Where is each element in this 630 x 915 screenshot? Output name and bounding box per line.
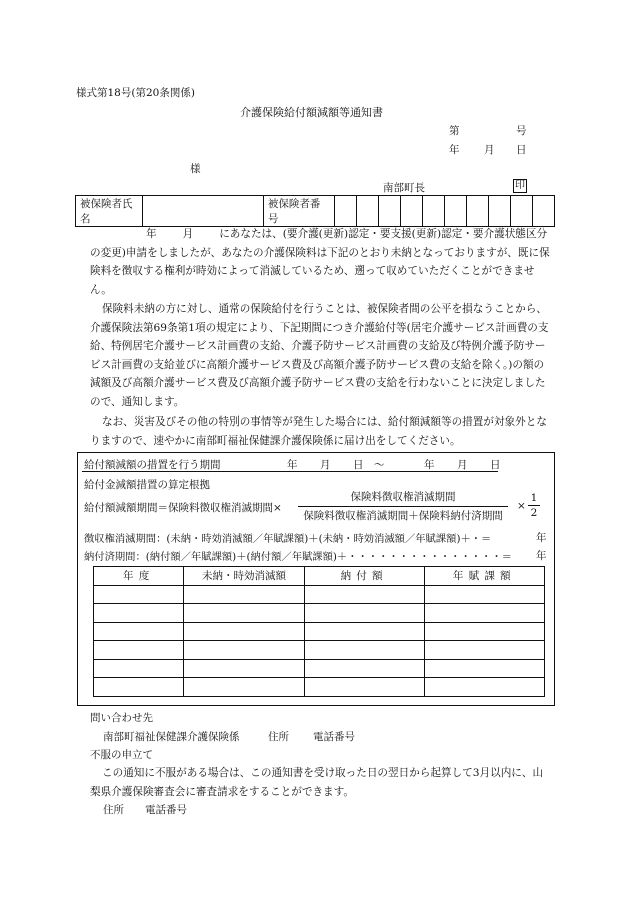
table-cell[interactable] — [424, 622, 544, 641]
stamp-mark: 印 — [515, 180, 525, 191]
table-cell[interactable] — [94, 604, 184, 623]
table-row — [94, 678, 545, 697]
extinct-period-unit: 年 — [536, 532, 547, 544]
date-year: 年 — [449, 144, 460, 156]
table-row — [94, 659, 545, 678]
table-cell[interactable] — [424, 678, 544, 697]
insured-number-digit[interactable] — [532, 196, 554, 227]
period-month: 月 — [320, 459, 331, 471]
period-end-year: 年 — [424, 459, 435, 471]
inquiry-phone: 電話番号 — [313, 731, 355, 743]
fraction-denominator: 保険料徴収権消滅期間＋保険料納付済期間 — [303, 510, 503, 522]
objection-text: この通知に不服がある場合は、この通知書を受け取った日の翌日から起算して3月以内に、山梨県介護保険審査会に審査請求をすることができます。 — [90, 767, 544, 798]
footer-address: 住所 — [103, 804, 124, 816]
table-cell[interactable] — [94, 659, 184, 678]
table-cell[interactable] — [304, 604, 424, 623]
fraction-bar — [298, 506, 508, 507]
col-paid-amount: 納付額 — [304, 567, 424, 586]
table-row — [94, 641, 545, 660]
col-fiscal-year: 年度 — [94, 567, 184, 586]
insured-number-digit[interactable] — [356, 196, 378, 227]
paid-period-line: 納付済期間：(納付額／年賦課額)＋(納付額／年賦課額)＋・・・・・・・・・・・・・・・＝ — [84, 551, 512, 563]
table-row — [94, 622, 545, 641]
notice-paragraph-1 — [90, 225, 550, 299]
paragraph1-text: にあなたは、(要介護(更新)認定・要支援(更新)認定・要介護状態区分の変更)申請をしましたが、あなたの介護保険料は下記のとおり未納となっておりますが、既に保険料を徴収する権利が時効によって消滅しているため、遡って収めていただくことができません。 — [90, 228, 550, 296]
table-cell[interactable] — [424, 659, 544, 678]
formula-lhs: 給付額減額期間＝保険料徴収権消滅期間× — [84, 502, 282, 514]
insured-number-digit[interactable] — [466, 196, 488, 227]
table-cell[interactable] — [184, 659, 304, 678]
date-day: 日 — [516, 144, 527, 156]
number-suffix: 号 — [516, 125, 527, 137]
insured-id-table — [75, 195, 555, 227]
period-day: 日 — [353, 459, 364, 471]
table-cell[interactable] — [424, 585, 544, 604]
notice-paragraph-2 — [90, 300, 550, 411]
date-month: 月 — [484, 144, 495, 156]
basis-heading: 給付金減額措置の算定根拠 — [84, 479, 210, 491]
period-end-day: 日 — [490, 459, 501, 471]
official-stamp — [513, 179, 527, 193]
period-label: 給付額減額の措置を行う期間 — [84, 459, 221, 471]
table-cell[interactable] — [424, 641, 544, 660]
insured-number-digit[interactable] — [510, 196, 532, 227]
issuer-name: 南部町長 — [383, 182, 425, 194]
table-cell[interactable] — [304, 659, 424, 678]
table-cell[interactable] — [304, 585, 424, 604]
paragraph2-text: 保険料未納の方に対し、通常の保険給付を行うことは、被保険者間の公平を損なうことから、介護保険法第69条第1項の規定により、下記期間につき介護給付等(居宅介護サービス計画費の支給、特例居宅介護サービス計画費の支給、介護予防サービス計画費の支給及び特例介護予防サービス計画費の支給並びに高額介護サービス費及び高額介護予防サービス費の支給を除く。)の額の減額及び高額介護サービス費及び高額介護予防サービス費の支給を行わないことに決定しましたので、通知します。 — [90, 303, 549, 408]
insured-number-digit[interactable] — [444, 196, 466, 227]
footer-phone: 電話番号 — [145, 804, 187, 816]
intro-year: 年 — [146, 228, 157, 240]
number-prefix: 第 — [449, 125, 460, 137]
objection-heading: 不服の申立て — [90, 749, 153, 761]
formula-fraction — [294, 489, 512, 524]
arrears-header-row — [94, 567, 545, 586]
table-cell[interactable] — [184, 641, 304, 660]
table-cell[interactable] — [94, 585, 184, 604]
table-cell[interactable] — [304, 641, 424, 660]
table-cell[interactable] — [424, 604, 544, 623]
insured-number-digit[interactable] — [422, 196, 444, 227]
table-cell[interactable] — [184, 604, 304, 623]
intro-month: 月 — [182, 228, 194, 240]
objection-paragraph — [90, 764, 550, 801]
inquiry-office: 南部町福祉保健課介護保険係 — [103, 731, 240, 743]
table-cell[interactable] — [184, 678, 304, 697]
paid-period-unit: 年 — [536, 550, 547, 562]
col-unpaid-amount: 未納・時効消滅額 — [184, 567, 304, 586]
table-cell[interactable] — [94, 622, 184, 641]
table-row — [94, 585, 545, 604]
insured-number-digit[interactable] — [488, 196, 510, 227]
formula-times: × — [517, 500, 526, 512]
period-tilde: ～ — [374, 459, 385, 471]
table-cell[interactable] — [184, 622, 304, 641]
insured-number-label: 被保険者番号 — [263, 196, 334, 227]
table-cell[interactable] — [94, 641, 184, 660]
document-title: 介護保険給付額減額等通知書 — [240, 106, 383, 119]
insured-number-digit[interactable] — [400, 196, 422, 227]
table-cell[interactable] — [184, 585, 304, 604]
insured-number-digit[interactable] — [334, 196, 356, 227]
insured-name-label: 被保険者氏名 — [76, 196, 143, 227]
inquiry-address: 住所 — [268, 731, 289, 743]
period-end-month: 月 — [457, 459, 468, 471]
period-year: 年 — [287, 459, 298, 471]
table-cell[interactable] — [304, 678, 424, 697]
table-cell[interactable] — [304, 622, 424, 641]
insured-name-field[interactable] — [143, 196, 263, 227]
notice-paragraph-3 — [90, 413, 550, 450]
half-denominator: 2 — [530, 507, 538, 519]
period-underline — [82, 471, 498, 472]
paragraph3-text: なお、災害及びその他の特別の事情等が発生した場合には、給付額減額等の措置が対象外となりますので、速やかに南部町福祉保健課介護保険係に届け出をしてください。 — [90, 416, 547, 447]
extinct-period-line: 徴収権消滅期間：(未納・時効消滅額／年賦課額)＋(未納・時効消滅額／年賦課額)＋・＝ — [84, 533, 492, 545]
table-cell[interactable] — [94, 678, 184, 697]
half-fraction — [528, 491, 540, 520]
table-row — [94, 604, 545, 623]
insured-number-digit[interactable] — [378, 196, 400, 227]
form-number: 様式第18号(第20条関係) — [76, 87, 195, 99]
col-annual-levy: 年賦課額 — [424, 567, 544, 586]
fraction-numerator: 保険料徴収権消滅期間 — [350, 491, 456, 503]
half-numerator: 1 — [530, 492, 538, 504]
inquiry-heading: 問い合わせ先 — [90, 712, 153, 724]
addressee-suffix: 様 — [190, 163, 201, 175]
arrears-table — [93, 566, 545, 697]
